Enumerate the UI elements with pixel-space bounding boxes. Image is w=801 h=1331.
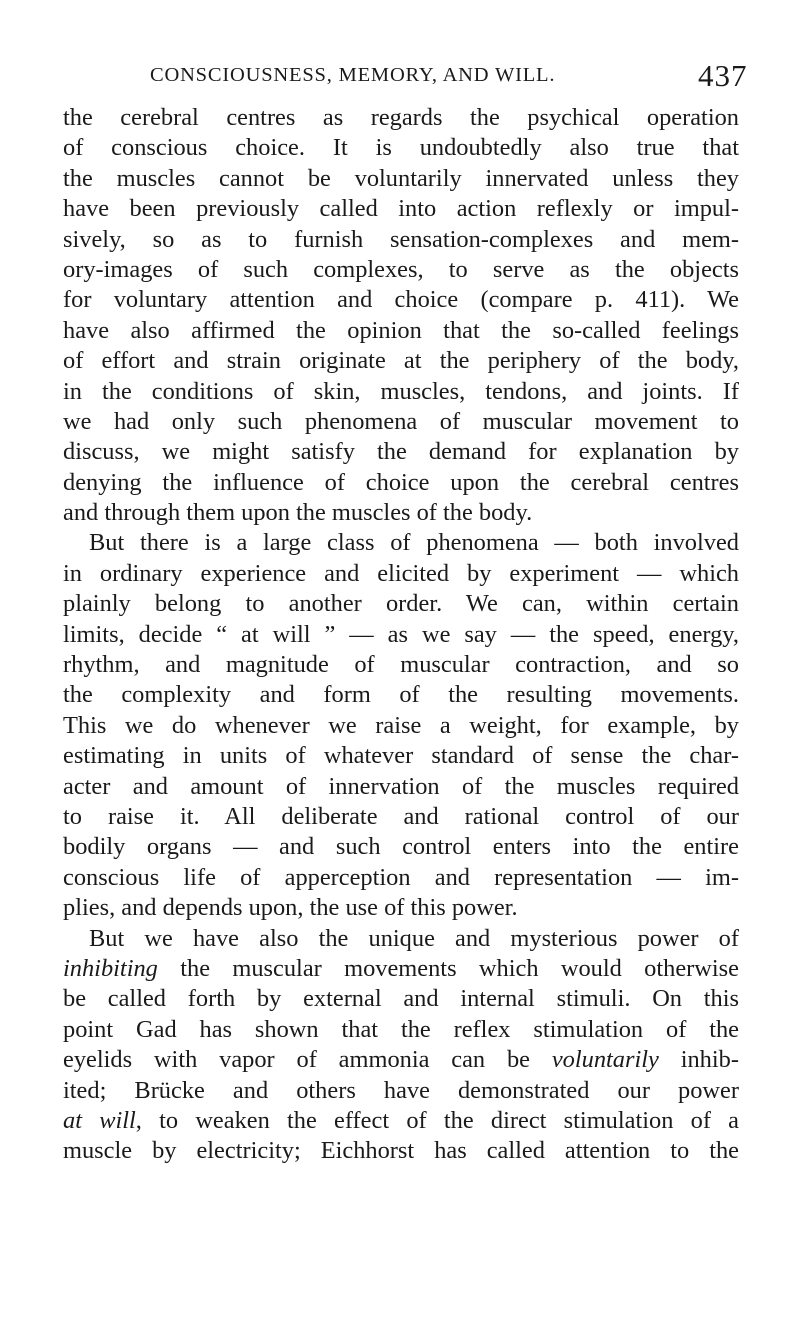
text-line: acter and amount of innervation of the muscles required xyxy=(63,772,739,800)
italic-word: at will xyxy=(63,1106,136,1134)
text-line-with-italic xyxy=(63,1106,739,1136)
page-number: 437 xyxy=(698,58,748,93)
text-line: rhythm, and magnitude of muscular contraction, and so xyxy=(63,651,739,679)
text-line: muscle by electricity; Eichhorst has called attention to the xyxy=(63,1137,739,1165)
text-line: ited; Brücke and others have demonstrated our power xyxy=(63,1076,739,1104)
text-line: bodily organs — and such control enters into the entire xyxy=(63,833,739,861)
paragraph-start-line: But we have also the unique and mysterious power of xyxy=(89,924,739,952)
text-line: plies, and depends upon, the use of this power. xyxy=(63,894,518,922)
text-line-with-italic xyxy=(63,1045,739,1075)
text-line: have been previously called into action reflexly or impul- xyxy=(63,195,739,223)
text-line: we had only such phenomena of muscular movement to xyxy=(63,407,739,435)
text-line: for voluntary attention and choice (compare p. 411). We xyxy=(63,286,739,314)
text-line: discuss, we might satisfy the demand for explanation by xyxy=(63,438,739,466)
text-line: limits, decide “ at will ” — as we say — the speed, energy, xyxy=(63,620,739,648)
paragraph-start-line: But there is a large class of phenomena — both involved xyxy=(89,529,739,557)
text-line: plainly belong to another order. We can, within certain xyxy=(63,590,739,618)
text-line: be called forth by external and internal stimuli. On this xyxy=(63,985,739,1013)
text-line: ory-images of such complexes, to serve as the objects xyxy=(63,255,739,283)
text-line: the complexity and form of the resulting movements. xyxy=(63,681,739,709)
text-line: sively, so as to furnish sensation-complexes and mem- xyxy=(63,225,739,253)
text-line: conscious life of apperception and representation — im- xyxy=(63,863,739,891)
text-line: This we do whenever we raise a weight, for example, by xyxy=(63,711,739,739)
italic-word: inhibiting xyxy=(63,954,158,982)
line-remainder: , to weaken the effect of the direct stimulation of a xyxy=(135,1106,739,1134)
body-text xyxy=(63,103,739,1167)
line-remainder: the muscular movements which would otherwise xyxy=(180,954,740,982)
line-start: eyelids with vapor of ammonia can be xyxy=(63,1046,530,1074)
text-line: the cerebral centres as regards the psychical operation xyxy=(63,104,739,131)
text-line: have also affirmed the opinion that the so-called feelings xyxy=(63,316,739,344)
text-line: point Gad has shown that the reflex stimulation of the xyxy=(63,1015,739,1043)
text-line: denying the influence of choice upon the cerebral centres xyxy=(63,468,739,496)
text-line: estimating in units of whatever standard of sense the char- xyxy=(63,742,739,770)
line-end: inhib- xyxy=(680,1046,739,1074)
text-line: in ordinary experience and elicited by experiment — which xyxy=(63,559,739,587)
text-line: to raise it. All deliberate and rational control of our xyxy=(63,802,739,830)
running-title: CONSCIOUSNESS, MEMORY, AND WILL. xyxy=(150,64,556,86)
text-line: of conscious choice. It is undoubtedly also true that xyxy=(63,134,739,162)
italic-word: voluntarily xyxy=(551,1046,659,1074)
text-line-with-italic xyxy=(63,954,739,984)
text-line: the muscles cannot be voluntarily innervated unless they xyxy=(63,164,739,192)
text-line: of effort and strain originate at the periphery of the body, xyxy=(63,347,739,375)
text-line: in the conditions of skin, muscles, tendons, and joints. If xyxy=(63,377,739,405)
text-line: and through them upon the muscles of the body. xyxy=(63,499,533,527)
